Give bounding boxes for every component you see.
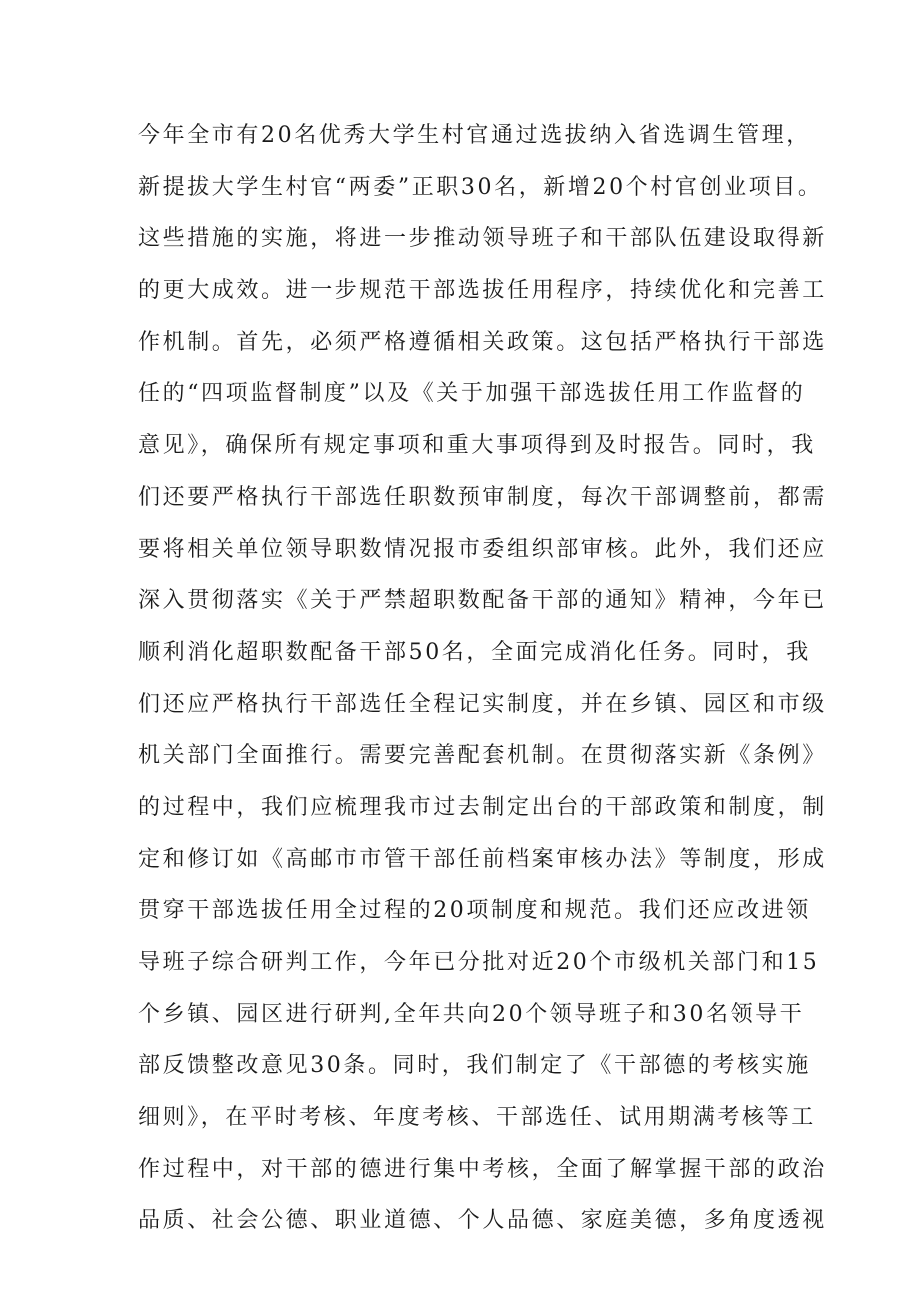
text-line: 贯穿干部选拔任用全过程的20项制度和规范。我们还应改进领 [138, 898, 811, 924]
text-line: 的过程中，我们应梳理我市过去制定出台的干部政策和制度，制 [138, 794, 827, 820]
text-line: 导班子综合研判工作，今年已分批对近20个市级机关部门和15 [138, 950, 820, 975]
text-line: 顺利消化超职数配备干部50名，全面完成消化任务。同时，我 [138, 639, 811, 665]
text-line: 要将相关单位领导职数情况报市委组织部审核。此外，我们还应 [138, 536, 827, 562]
text-line: 们还应严格执行干部选任全程记实制度，并在乡镇、园区和市级 [138, 691, 827, 717]
text-line: 细则》，在平时考核、年度考核、干部选任、试用期满考核等工 [138, 1105, 816, 1131]
text-line: 作过程中，对干部的德进行集中考核，全面了解掌握干部的政治 [138, 1156, 827, 1182]
text-line: 今年全市有20名优秀大学生村官通过选拔纳入省选调生管理， [138, 123, 811, 148]
text-line: 意见》，确保所有规定事项和重大事项得到及时报告。同时，我 [138, 433, 816, 459]
text-line: 作机制。首先，必须严格遵循相关政策。这包括严格执行干部选 [138, 329, 827, 355]
text-line: 品质、社会公德、职业道德、个人品德、家庭美德，多角度透视 [138, 1208, 827, 1234]
text-line: 们还要严格执行干部选任职数预审制度，每次干部调整前，都需 [138, 484, 827, 510]
text-line: 定和修订如《高邮市市管干部任前档案审核办法》等制度，形成 [138, 846, 827, 872]
text-line: 机关部门全面推行。需要完善配套机制。在贯彻落实新《条例》 [138, 743, 827, 769]
text-line: 个乡镇、园区进行研判,全年共向20个领导班子和30名领导干 [138, 1001, 805, 1027]
text-line: 新提拔大学生村官“两委”正职30名，新增20个村官创业项目。 [138, 174, 823, 200]
text-line: 的更大成效。进一步规范干部选拔任用程序，持续优化和完善工 [138, 278, 827, 304]
text-line: 任的“四项监督制度”以及《关于加强干部选拔任用工作监督的 [138, 381, 806, 407]
body-text [138, 110, 838, 1247]
text-line: 这些措施的实施，将进一步推动领导班子和干部队伍建设取得新 [138, 226, 827, 252]
text-line: 部反馈整改意见30条。同时，我们制定了《干部德的考核实施 [138, 1053, 811, 1079]
text-line: 深入贯彻落实《关于严禁超职数配备干部的通知》精神，今年已 [138, 588, 827, 614]
